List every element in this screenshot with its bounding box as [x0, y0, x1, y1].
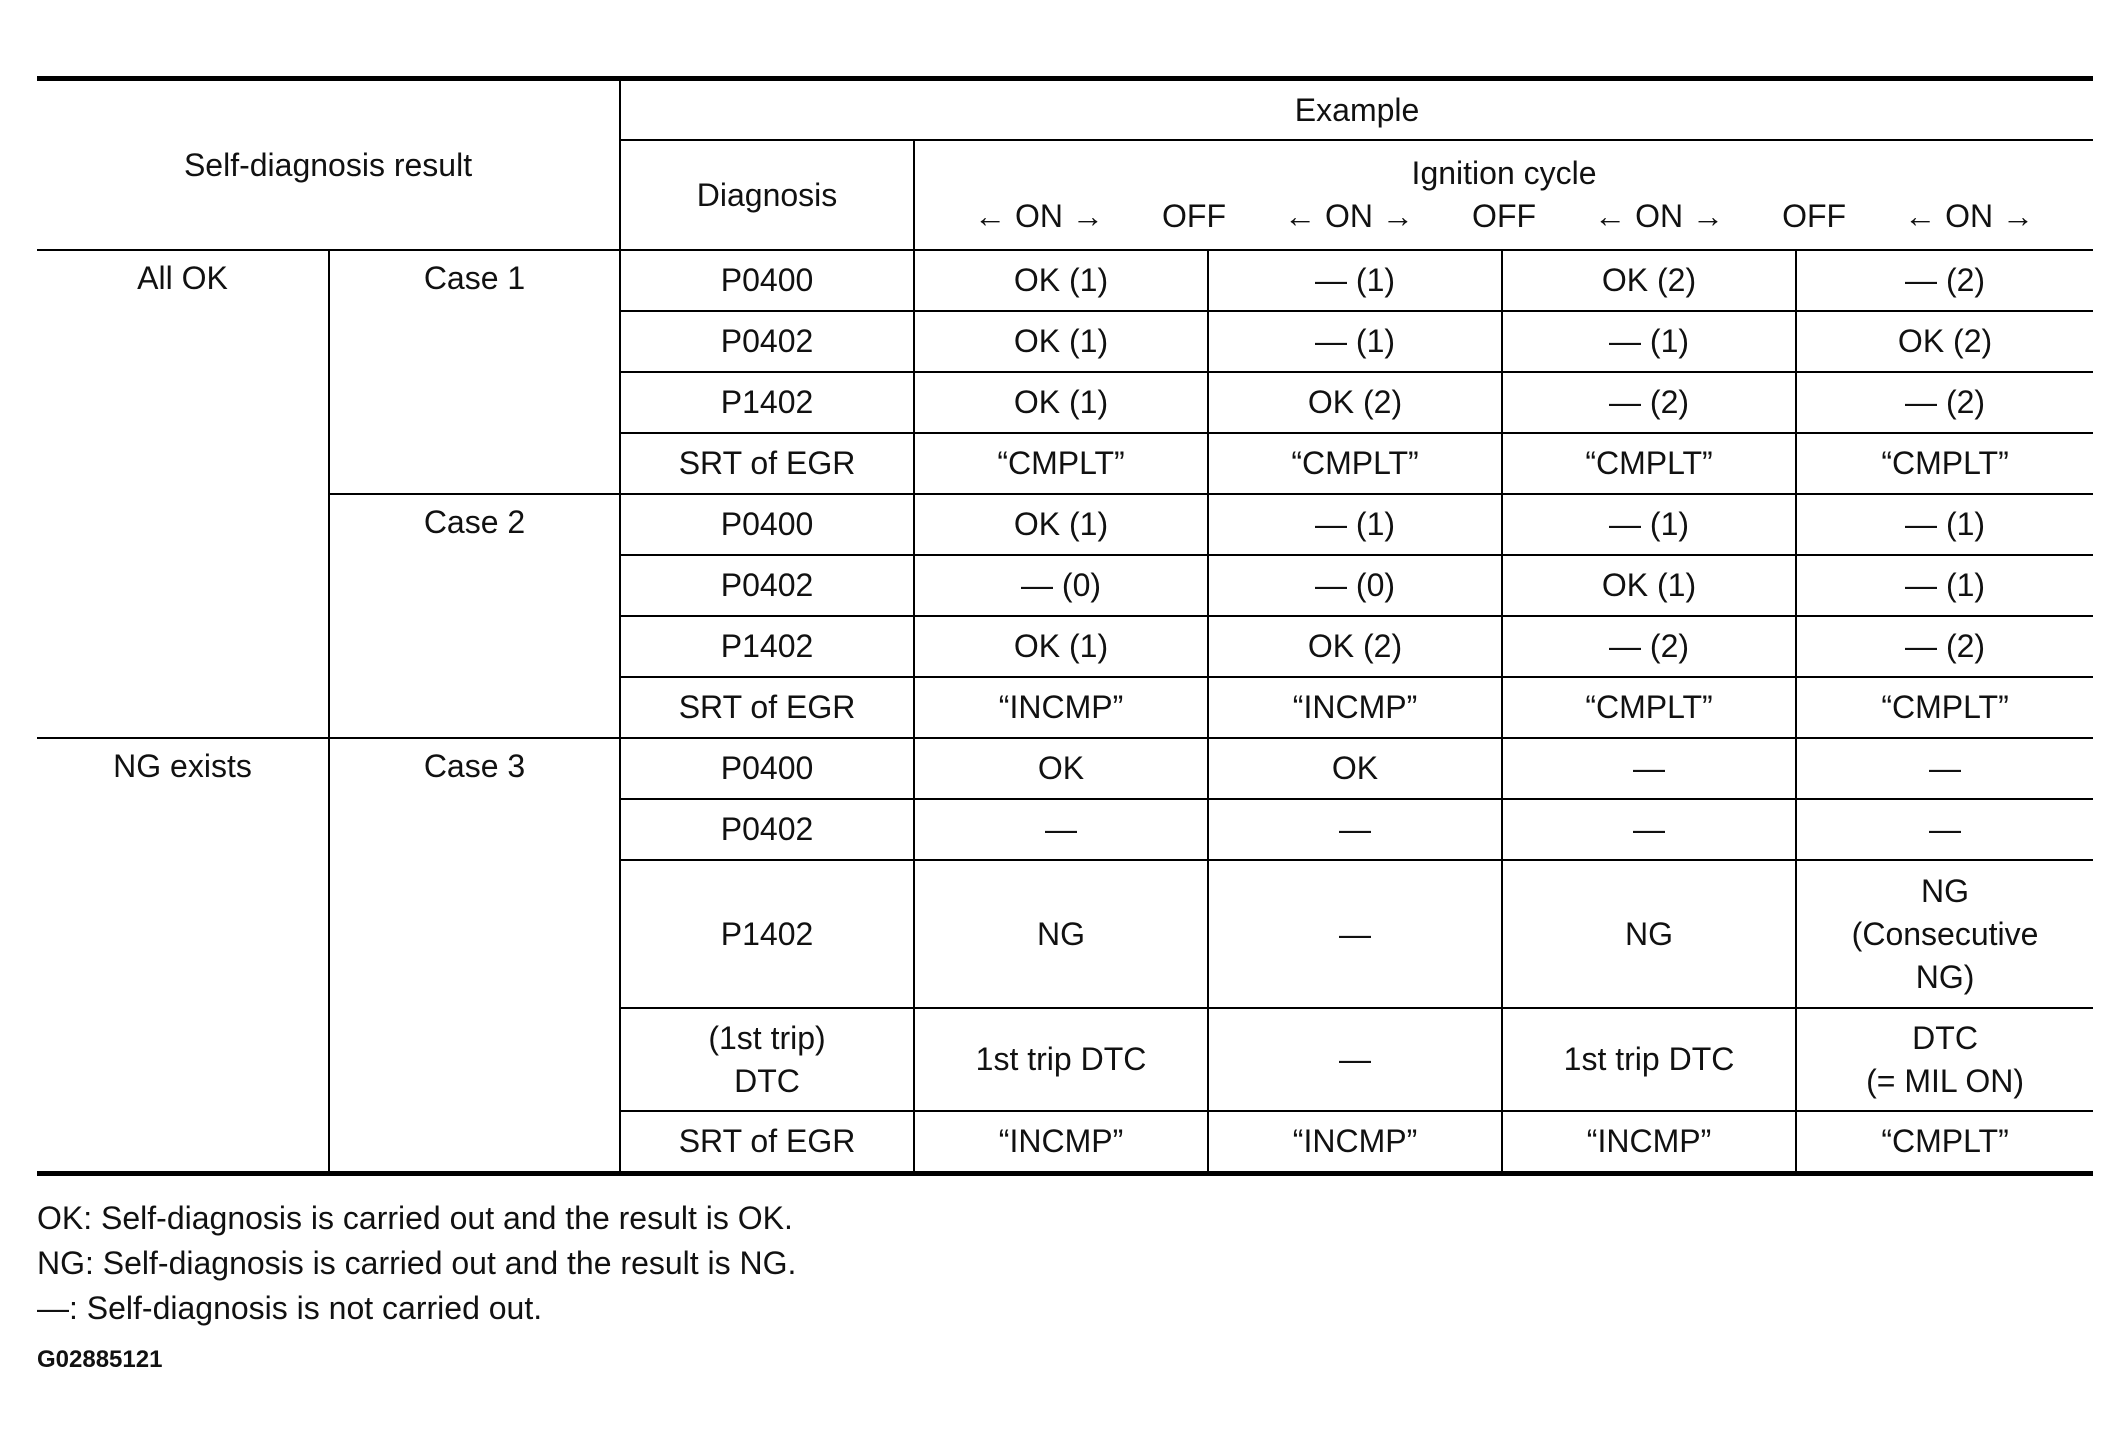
value-cell: OK (1)	[914, 616, 1208, 677]
figure-id: G02885121	[37, 1346, 163, 1373]
value-cell: NG	[914, 860, 1208, 1008]
case-label: Case 3	[329, 738, 620, 1174]
value-cell: —	[1208, 1008, 1502, 1111]
value-cell: NG	[1502, 860, 1796, 1008]
value-cell: OK	[1208, 738, 1502, 799]
value-cell: —	[1502, 799, 1796, 860]
table-row	[37, 250, 2093, 311]
legend-ng: NG: Self-diagnosis is carried out and the result is NG.	[37, 1245, 797, 1281]
result-all-ok: All OK	[37, 250, 329, 738]
value-cell: 1st trip DTC	[1502, 1008, 1796, 1111]
value-cell: OK (2)	[1208, 372, 1502, 433]
legend-ok: OK: Self-diagnosis is carried out and the result is OK.	[37, 1200, 793, 1236]
cycle-state-on: ← ON →	[1594, 198, 1724, 234]
value-cell: OK (1)	[914, 250, 1208, 311]
value-cell: — (1)	[1208, 494, 1502, 555]
value-cell: “CMPLT”	[1502, 433, 1796, 494]
value-cell: OK (1)	[914, 372, 1208, 433]
header-self-diagnosis-result: Self-diagnosis result	[37, 79, 620, 251]
diagnosis-cell: (1st trip) DTC	[620, 1008, 914, 1111]
legend	[37, 1196, 796, 1331]
value-cell: —	[1796, 799, 2093, 860]
table-row	[37, 738, 2093, 799]
value-cell: “INCMP”	[1502, 1111, 1796, 1174]
value-cell: OK (1)	[914, 494, 1208, 555]
value-cell: DTC (= MIL ON)	[1796, 1008, 2093, 1111]
diagnosis-cell: P0400	[620, 738, 914, 799]
value-cell: “CMPLT”	[1796, 433, 2093, 494]
value-cell: “CMPLT”	[1796, 677, 2093, 738]
cycle-state-off: OFF	[1472, 198, 1537, 234]
self-diagnosis-table	[37, 76, 2093, 1176]
diagnosis-cell: P0400	[620, 494, 914, 555]
value-cell: OK (1)	[1502, 555, 1796, 616]
value-cell: “INCMP”	[914, 1111, 1208, 1174]
header-example: Example	[620, 79, 2093, 141]
diagnosis-cell: P0402	[620, 555, 914, 616]
diagnosis-cell: SRT of EGR	[620, 433, 914, 494]
value-cell: — (1)	[1502, 311, 1796, 372]
legend-not-carried-out: —: Self-diagnosis is not carried out.	[37, 1290, 543, 1326]
diagnosis-cell: P1402	[620, 372, 914, 433]
value-cell: “CMPLT”	[1502, 677, 1796, 738]
value-cell: “CMPLT”	[914, 433, 1208, 494]
diagnosis-cell: SRT of EGR	[620, 677, 914, 738]
cycle-state-on: ← ON →	[1284, 198, 1414, 234]
diagnosis-cell: P1402	[620, 616, 914, 677]
value-cell: — (1)	[1796, 494, 2093, 555]
header-ignition-cycle	[914, 140, 2093, 250]
value-cell: — (1)	[1208, 311, 1502, 372]
value-cell: — (0)	[1208, 555, 1502, 616]
value-cell: “INCMP”	[1208, 1111, 1502, 1174]
value-cell: —	[1208, 860, 1502, 1008]
value-cell: NG (Consecutive NG)	[1796, 860, 2093, 1008]
case-label: Case 2	[329, 494, 620, 738]
diagnosis-cell: P1402	[620, 860, 914, 1008]
value-cell: — (1)	[1502, 494, 1796, 555]
cycle-state-on: ← ON →	[974, 198, 1104, 234]
result-ng-exists: NG exists	[37, 738, 329, 1174]
value-cell: “INCMP”	[1208, 677, 1502, 738]
value-cell: OK (1)	[914, 311, 1208, 372]
value-cell: —	[1796, 738, 2093, 799]
diagnosis-cell: SRT of EGR	[620, 1111, 914, 1174]
value-cell: —	[914, 799, 1208, 860]
value-cell: OK (2)	[1796, 311, 2093, 372]
value-cell: — (2)	[1796, 616, 2093, 677]
value-cell: “CMPLT”	[1796, 1111, 2093, 1174]
diagnosis-cell: P0402	[620, 311, 914, 372]
value-cell: — (1)	[1208, 250, 1502, 311]
value-cell: OK (2)	[1502, 250, 1796, 311]
cycle-state-off: OFF	[1782, 198, 1847, 234]
value-cell: — (2)	[1796, 250, 2093, 311]
value-cell: —	[1208, 799, 1502, 860]
value-cell: 1st trip DTC	[914, 1008, 1208, 1111]
value-cell: “CMPLT”	[1208, 433, 1502, 494]
value-cell: —	[1502, 738, 1796, 799]
diagnosis-cell: P0400	[620, 250, 914, 311]
table-row	[37, 494, 2093, 555]
case-label: Case 1	[329, 250, 620, 494]
value-cell: — (2)	[1796, 372, 2093, 433]
value-cell: — (1)	[1796, 555, 2093, 616]
ignition-cycle-label: Ignition cycle	[1411, 155, 1597, 191]
value-cell: OK (2)	[1208, 616, 1502, 677]
ignition-cycle-states	[919, 195, 2089, 238]
header-diagnosis: Diagnosis	[620, 140, 914, 250]
value-cell: “INCMP”	[914, 677, 1208, 738]
value-cell: — (2)	[1502, 616, 1796, 677]
value-cell: — (0)	[914, 555, 1208, 616]
cycle-state-off: OFF	[1162, 198, 1226, 234]
value-cell: OK	[914, 738, 1208, 799]
value-cell: — (2)	[1502, 372, 1796, 433]
diagnosis-cell: P0402	[620, 799, 914, 860]
cycle-state-on: ← ON →	[1904, 198, 2034, 234]
